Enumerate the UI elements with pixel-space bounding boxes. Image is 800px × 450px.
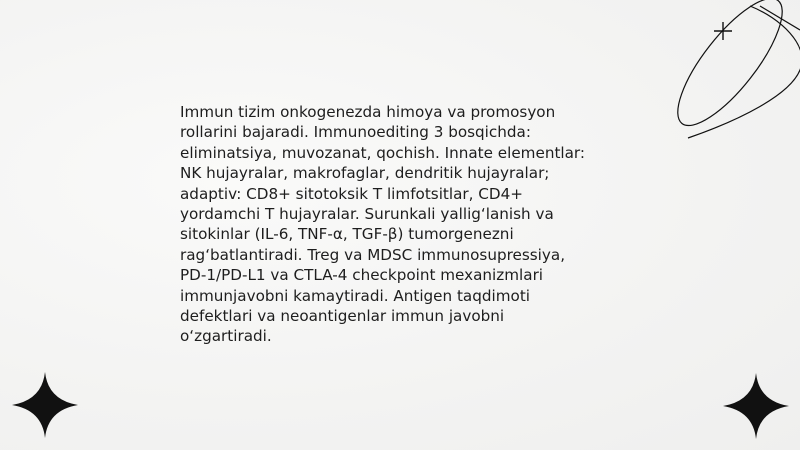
four-point-star-icon <box>721 371 791 441</box>
orbit-sparkle-icon <box>660 0 800 145</box>
four-point-star-icon <box>10 370 80 440</box>
body-text: Immun tizim onkogenezda himoya va promosyon rollarini bajaradi. Immunoediting 3 bosqichda: eliminatsiya, muvozanat, qochish. Innate elementlar: NK hujayralar, makrofaglar, dendritik hujayralar; adaptiv: CD8+ sitotoksik T limfotsitlar, CD4+ yordamchi T hujayralar. Surunkali yallig‘lanish va sitokinlar (IL-6, TNF-α, TGF-β) tumorgenezni rag‘batlantiradi. Treg va MDSC immunosupressiya, PD-1/PD-L1 va CTLA-4 checkpoint mexanizmlari immunjavobni kamaytiradi. Antigen taqdimoti defektlari va neoantigenlar immun javobni o‘zgartiradi. <box>180 103 586 346</box>
